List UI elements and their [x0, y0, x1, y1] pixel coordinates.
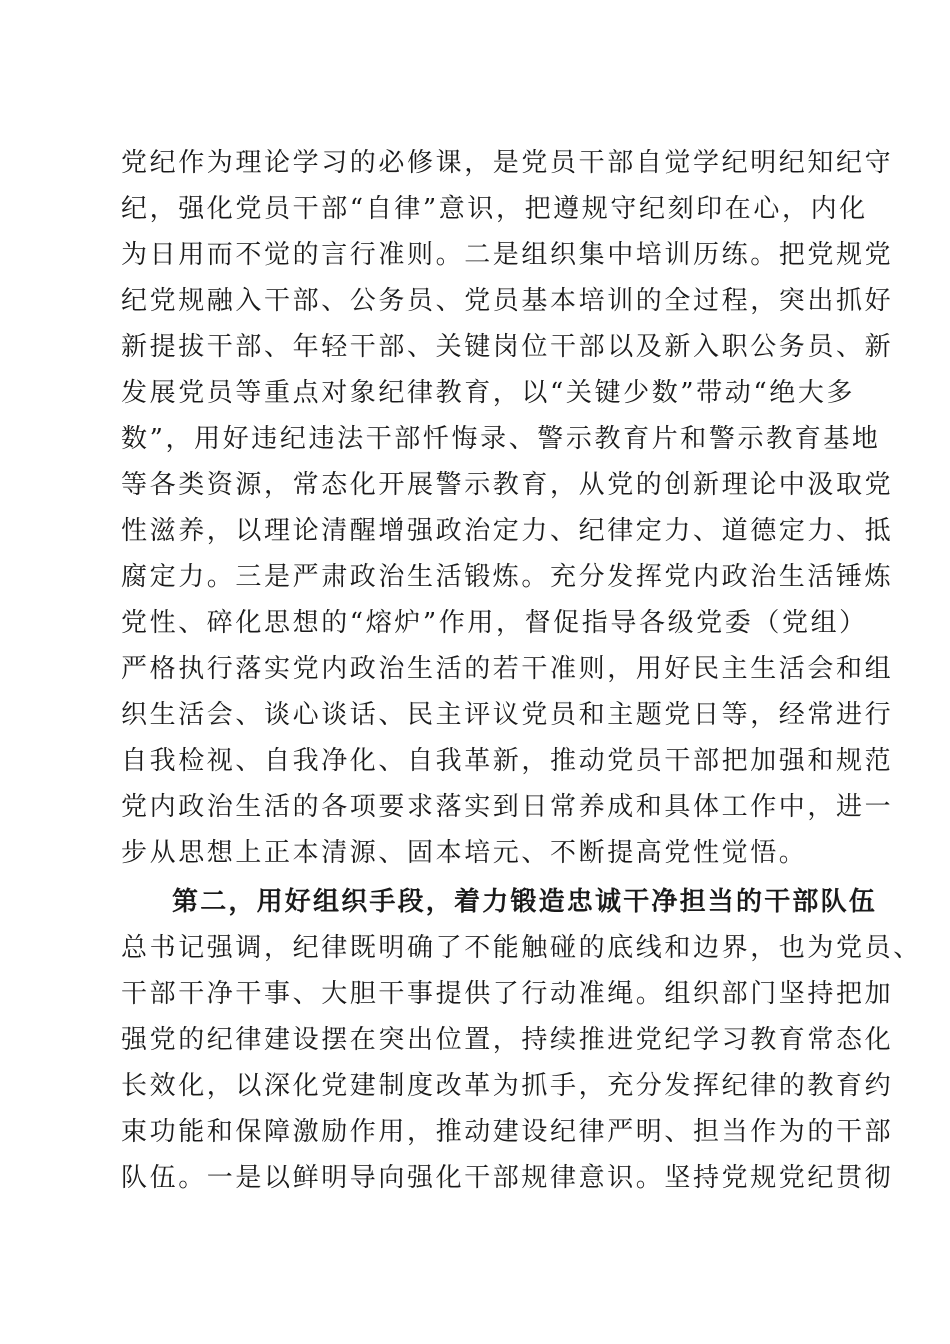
paragraph-line: 队伍。一是以鲜明导向强化干部规律意识。坚持党规党纪贯彻 [121, 1163, 894, 1193]
paragraph-line: 束功能和保障激励作用，推动建设纪律严明、担当作为的干部 [121, 1117, 894, 1147]
section-heading: 第二，用好组织手段，着力锻造忠诚干净担当的干部队伍 [172, 887, 878, 917]
paragraph-line: 等各类资源，常态化开展警示教育，从党的创新理论中汲取党 [121, 470, 894, 500]
paragraph-line: 新提拔干部、年轻干部、关键岗位干部以及新入职公务员、新 [121, 332, 894, 362]
paragraph-line: 党性、碎化思想的“熔炉”作用，督促指导各级党委（党组） [121, 608, 868, 638]
paragraph-line: 严格执行落实党内政治生活的若干准则，用好民主生活会和组 [121, 654, 894, 684]
paragraph-line: 织生活会、谈心谈话、民主评议党员和主题党日等，经常进行 [121, 700, 894, 730]
paragraph-line: 腐定力。三是严肃政治生活锻炼。充分发挥党内政治生活锤炼 [121, 562, 894, 592]
paragraph-line: 党内政治生活的各项要求落实到日常养成和具体工作中，进一 [121, 792, 894, 822]
paragraph-line: 自我检视、自我净化、自我革新，推动党员干部把加强和规范 [121, 746, 894, 776]
paragraph-line: 纪党规融入干部、公务员、党员基本培训的全过程，突出抓好 [121, 286, 894, 316]
paragraph-line: 干部干净干事、大胆干事提供了行动准绳。组织部门坚持把加 [121, 979, 894, 1009]
paragraph-line: 步从思想上正本清源、固本培元、不断提高党性觉悟。 [121, 838, 808, 868]
paragraph-line: 数”，用好违纪违法干部忏悔录、警示教育片和警示教育基地 [121, 424, 881, 454]
paragraph-line: 纪，强化党员干部“自律”意识，把遵规守纪刻印在心，内化 [121, 194, 868, 224]
paragraph-line: 长效化，以深化党建制度改革为抓手，充分发挥纪律的教育约 [121, 1071, 894, 1101]
paragraph-line: 为日用而不觉的言行准则。二是组织集中培训历练。把党规党 [121, 240, 894, 270]
paragraph-line: 发展党员等重点对象纪律教育，以“关键少数”带动“绝大多 [121, 378, 856, 408]
paragraph-line: 总书记强调，纪律既明确了不能触碰的底线和边界，也为党员、 [121, 933, 922, 963]
paragraph-line: 强党的纪律建设摆在突出位置，持续推进党纪学习教育常态化 [121, 1025, 894, 1055]
paragraph-line: 党纪作为理论学习的必修课，是党员干部自觉学纪明纪知纪守 [121, 148, 894, 178]
paragraph-line: 性滋养，以理论清醒增强政治定力、纪律定力、道德定力、抵 [121, 516, 894, 546]
